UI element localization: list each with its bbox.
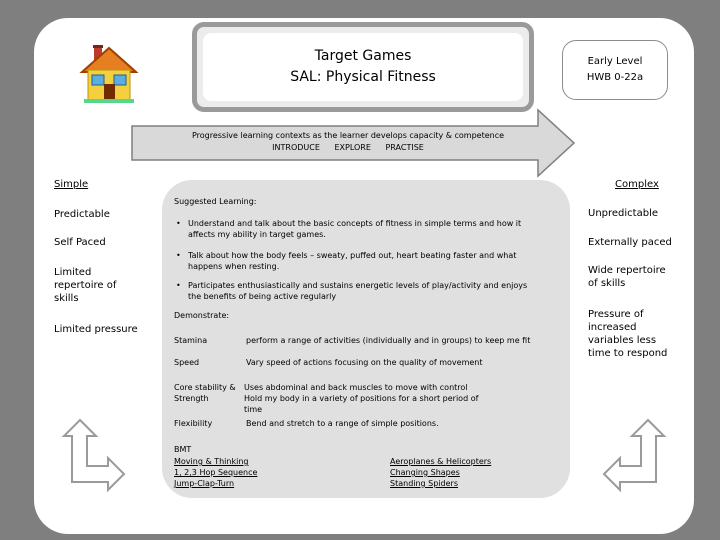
label-predictable: Predictable (54, 209, 110, 220)
progression-caption: Progressive learning contexts as the learner develops capacity & competence (191, 131, 505, 140)
demonstrate-heading: Demonstrate: (174, 311, 230, 320)
bmt-link[interactable]: Aeroplanes & Helicopters (390, 457, 492, 466)
label-pressure: Pressure of increased variables less time to respond (588, 309, 668, 359)
bmt-link[interactable]: Standing Spiders (390, 479, 459, 488)
row-text-stamina: perform a range of activities (individually and in groups) to keep me fit (246, 336, 531, 345)
row-label-speed: Speed (174, 358, 200, 367)
bmt-links-right (390, 456, 540, 489)
title-box (192, 22, 534, 112)
bmt-link[interactable]: Changing Shapes (390, 468, 460, 477)
bmt-link[interactable]: Moving & Thinking (174, 457, 249, 466)
label-self-paced: Self Paced (54, 237, 106, 248)
level-line-1: Early Level (587, 56, 643, 67)
row-label-stamina: Stamina (174, 336, 208, 345)
stage-explore: EXPLORE (334, 143, 371, 152)
bmt-link[interactable]: Jump-Clap-Turn (174, 479, 235, 488)
title-line-1: Target Games (314, 48, 412, 64)
row-label-flexibility: Flexibility (174, 419, 213, 428)
main-panel (162, 180, 570, 498)
bullet-item: • Understand and talk about the basic concepts of fitness in simple terms and how it affects my ability in target games. (176, 219, 522, 239)
bullet-item: • Participates enthusiastically and sustains energetic levels of play/activity and enjoys the benefits of being active regularly (176, 281, 528, 301)
label-wide-repertoire: Wide repertoire of skills (588, 265, 666, 289)
label-complex: Complex (615, 179, 659, 190)
label-limited-repertoire: Limited repertoire of skills (54, 267, 117, 304)
label-unpredictable: Unpredictable (588, 208, 658, 219)
corner-arrow-left-icon (60, 418, 126, 492)
corner-arrow-right-icon (602, 418, 668, 492)
bullet-item: • Talk about how the body feels – sweaty, puffed out, heart beating faster and what happens when resting. (176, 251, 517, 271)
progression-caption-block (150, 130, 546, 154)
bmt-links-left (174, 456, 324, 489)
row-label-core: Core stability & Strength (174, 383, 236, 403)
suggested-heading: Suggested Learning: (174, 197, 257, 206)
stage-introduce: INTRODUCE (272, 143, 320, 152)
row-text-flexibility: Bend and stretch to a range of simple positions. (246, 419, 439, 428)
row-text-core: Uses abdominal and back muscles to move with control Hold my body in a variety of positions for a short period of time (244, 383, 479, 414)
level-line-2: HWB 0-22a (586, 72, 644, 83)
house-icon (78, 42, 140, 106)
bmt-link[interactable]: 1, 2,3 Hop Sequence (174, 468, 258, 477)
level-box (562, 40, 668, 100)
label-simple: Simple (54, 179, 89, 190)
label-limited-pressure: Limited pressure (54, 324, 138, 335)
label-externally-paced: Externally paced (588, 237, 672, 248)
bmt-heading: BMT (174, 445, 192, 454)
title-line-2: SAL: Physical Fitness (290, 69, 436, 85)
stage-practise: PRACTISE (385, 143, 424, 152)
row-text-speed: Vary speed of actions focusing on the quality of movement (246, 358, 483, 367)
